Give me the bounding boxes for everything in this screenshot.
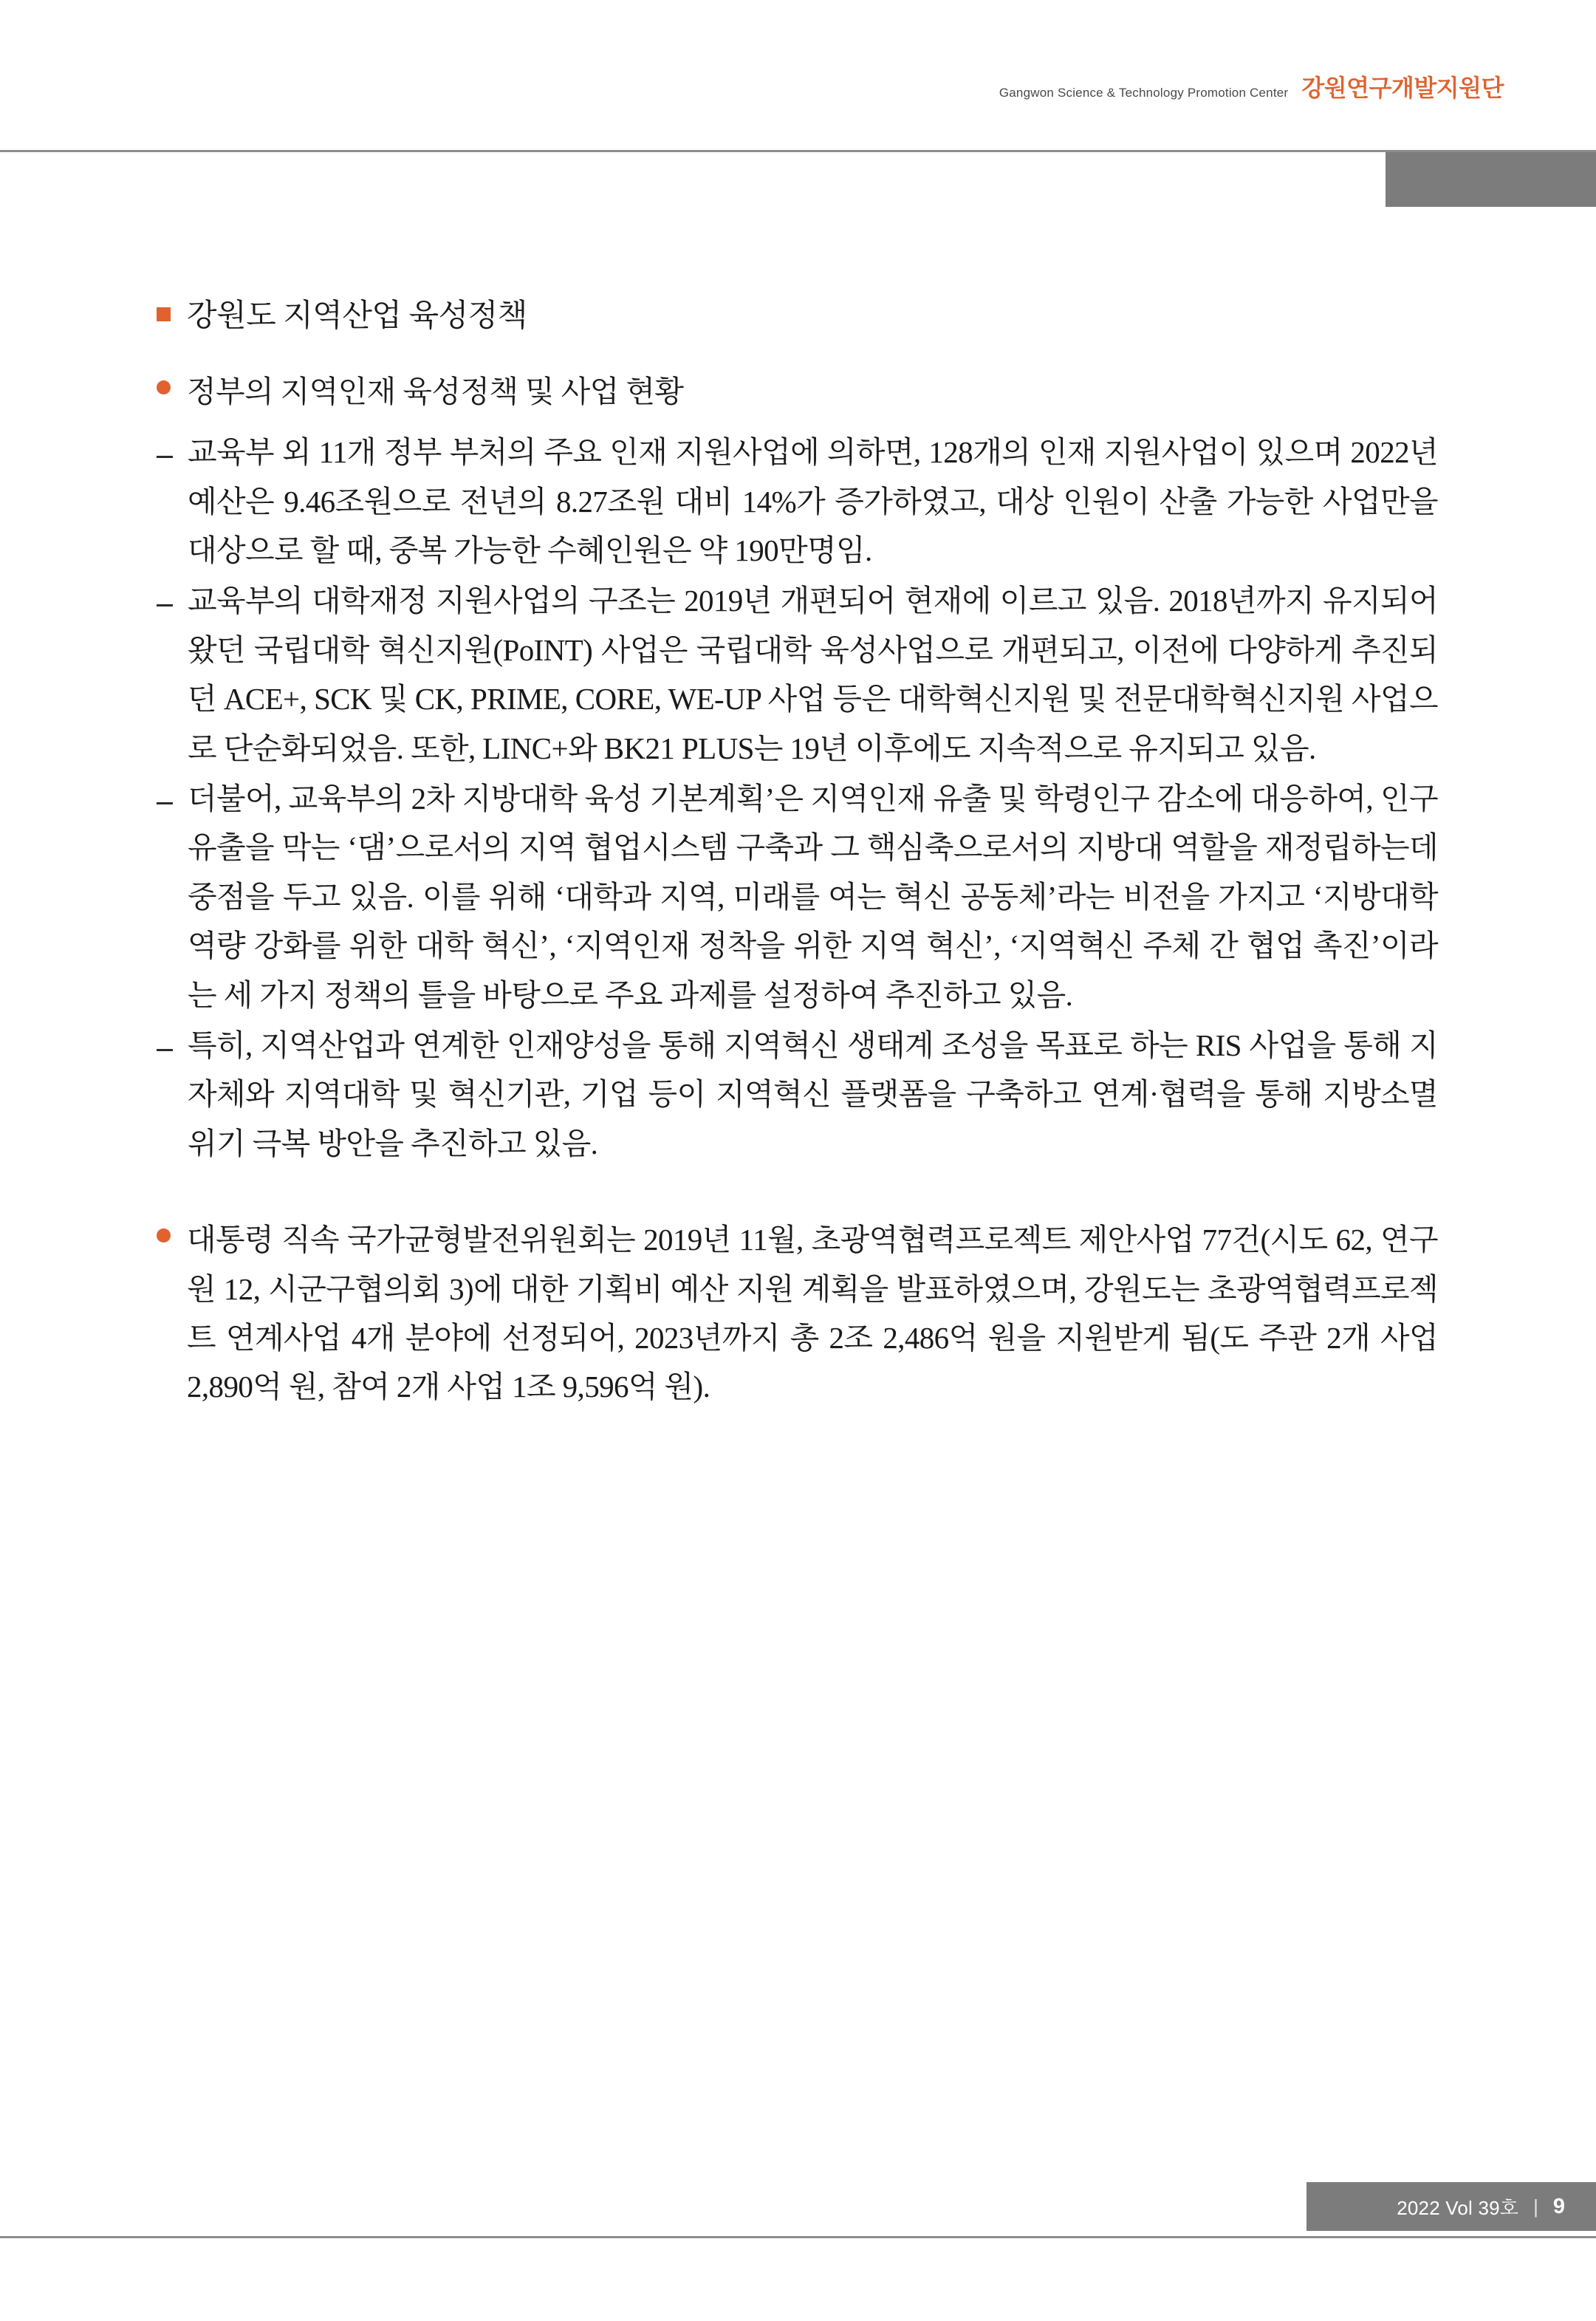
dot-bullet-icon [157,1228,171,1242]
closing-paragraph [157,1215,1438,1412]
square-bullet-icon [157,307,171,321]
dash-bullet-icon [157,456,173,458]
page-header [0,0,1596,154]
section-heading [157,295,1438,338]
list-item-text: 더불어, 교육부의 2차 지방대학 육성 기본계획’은 지역인재 유출 및 학령인구 감소에 대응하여, 인구 유출을 막는 ‘댐’으로서의 지역 협업시스템 구축과 그 핵심축으로서의 지방대 역할을 재정립하는데 중점을 두고 있음. 이를 위해 ‘대학과 지역, 미래를 여는 혁신 공동체’라는 비전을 가지고 ‘지방대학 역량 강화를 위한 대학 혁신’, ‘지역인재 정착을 위한 지역 혁신’, ‘지역혁신 주체 간 협업 촉진’이라는 세 가지 정책의 틀을 바탕으로 주요 과제를 설정하여 추진하고 있음. [188,781,1438,1012]
logo-english-name: Gangwon Science & Technology Promotion Center [999,86,1289,100]
list-item [157,774,1438,1019]
list-item-text: 교육부의 대학재정 지원사업의 구조는 2019년 개편되어 현재에 이르고 있음. 2018년까지 유지되어 왔던 국립대학 혁신지원(PoINT) 사업은 국립대학 육성사업으로 개편되고, 이전에 다양하게 추진되던 ACE+, SCK 및 CK, PRIME, CORE, WE-UP 사업 등은 대학혁신지원 및 전문대학혁신지원 사업으로 단순화되었음. 또한, LINC+와 BK21 PLUS는 19년 이후에도 지속적으로 유지되고 있음. [188,584,1438,765]
subsection-heading-text: 정부의 지역인재 육성정책 및 사업 현황 [187,374,684,409]
list-item-text: 교육부 외 11개 정부 부처의 주요 인재 지원사업에 의하면, 128개의 인재 지원사업이 있으며 2022년 예산은 9.46조원으로 전년의 8.27조원 대비 14%가 증가하였고, 대상 인원이 산출 가능한 사업만을 대상으로 할 때, 중복 가능한 수혜인원은 약 190만명임. [188,435,1438,567]
page-number: 9 [1552,2194,1565,2218]
footer-divider [0,2236,1596,2238]
list-item-text: 특히, 지역산업과 연계한 인재양성을 통해 지역혁신 생태계 조성을 목표로 하는 RIS 사업을 통해 지자체와 지역대학 및 혁신기관, 기업 등이 지역혁신 플랫폼을 구축하고 연계·협력을 통해 지방소멸 위기 극복 방안을 추진하고 있음. [188,1028,1438,1160]
section-heading-text: 강원도 지역산업 육성정책 [187,299,527,333]
dot-bullet-icon [157,380,171,394]
closing-paragraph-text: 대통령 직속 국가균형발전위원회는 2019년 11월, 초광역협력프로젝트 제안사업 77건(시도 62, 연구원 12, 시군구협의회 3)에 대한 기획비 예산 지원 계획을 발표하였으며, 강원도는 초광역협력프로젝트 연계사업 4개 분야에 선정되어, 2023년까지 총 2조 2,486억 원을 지원받게 됨(도 주관 2개 사업 2,890억 원, 참여 2개 사업 1조 9,596억 원). [187,1223,1438,1404]
logo-korean-name: 강원연구개발지원단 [1301,75,1504,101]
subsection-heading [157,367,1438,416]
header-accent-block [1386,152,1596,207]
list-item [157,1021,1438,1168]
page-content [157,295,1438,1423]
dash-bullet-icon [157,802,173,804]
header-divider [0,150,1596,152]
footer-issue-label: 2022 Vol 39호 [1397,2196,1519,2219]
page-footer [1306,2182,1596,2231]
paragraph-spacer [157,1169,1438,1215]
dash-bullet-icon [157,1049,173,1051]
dash-bullet-icon [157,604,173,606]
organization-logo [999,69,1504,103]
footer-separator: | [1533,2195,1538,2218]
list-item [157,428,1438,575]
list-item [157,576,1438,773]
